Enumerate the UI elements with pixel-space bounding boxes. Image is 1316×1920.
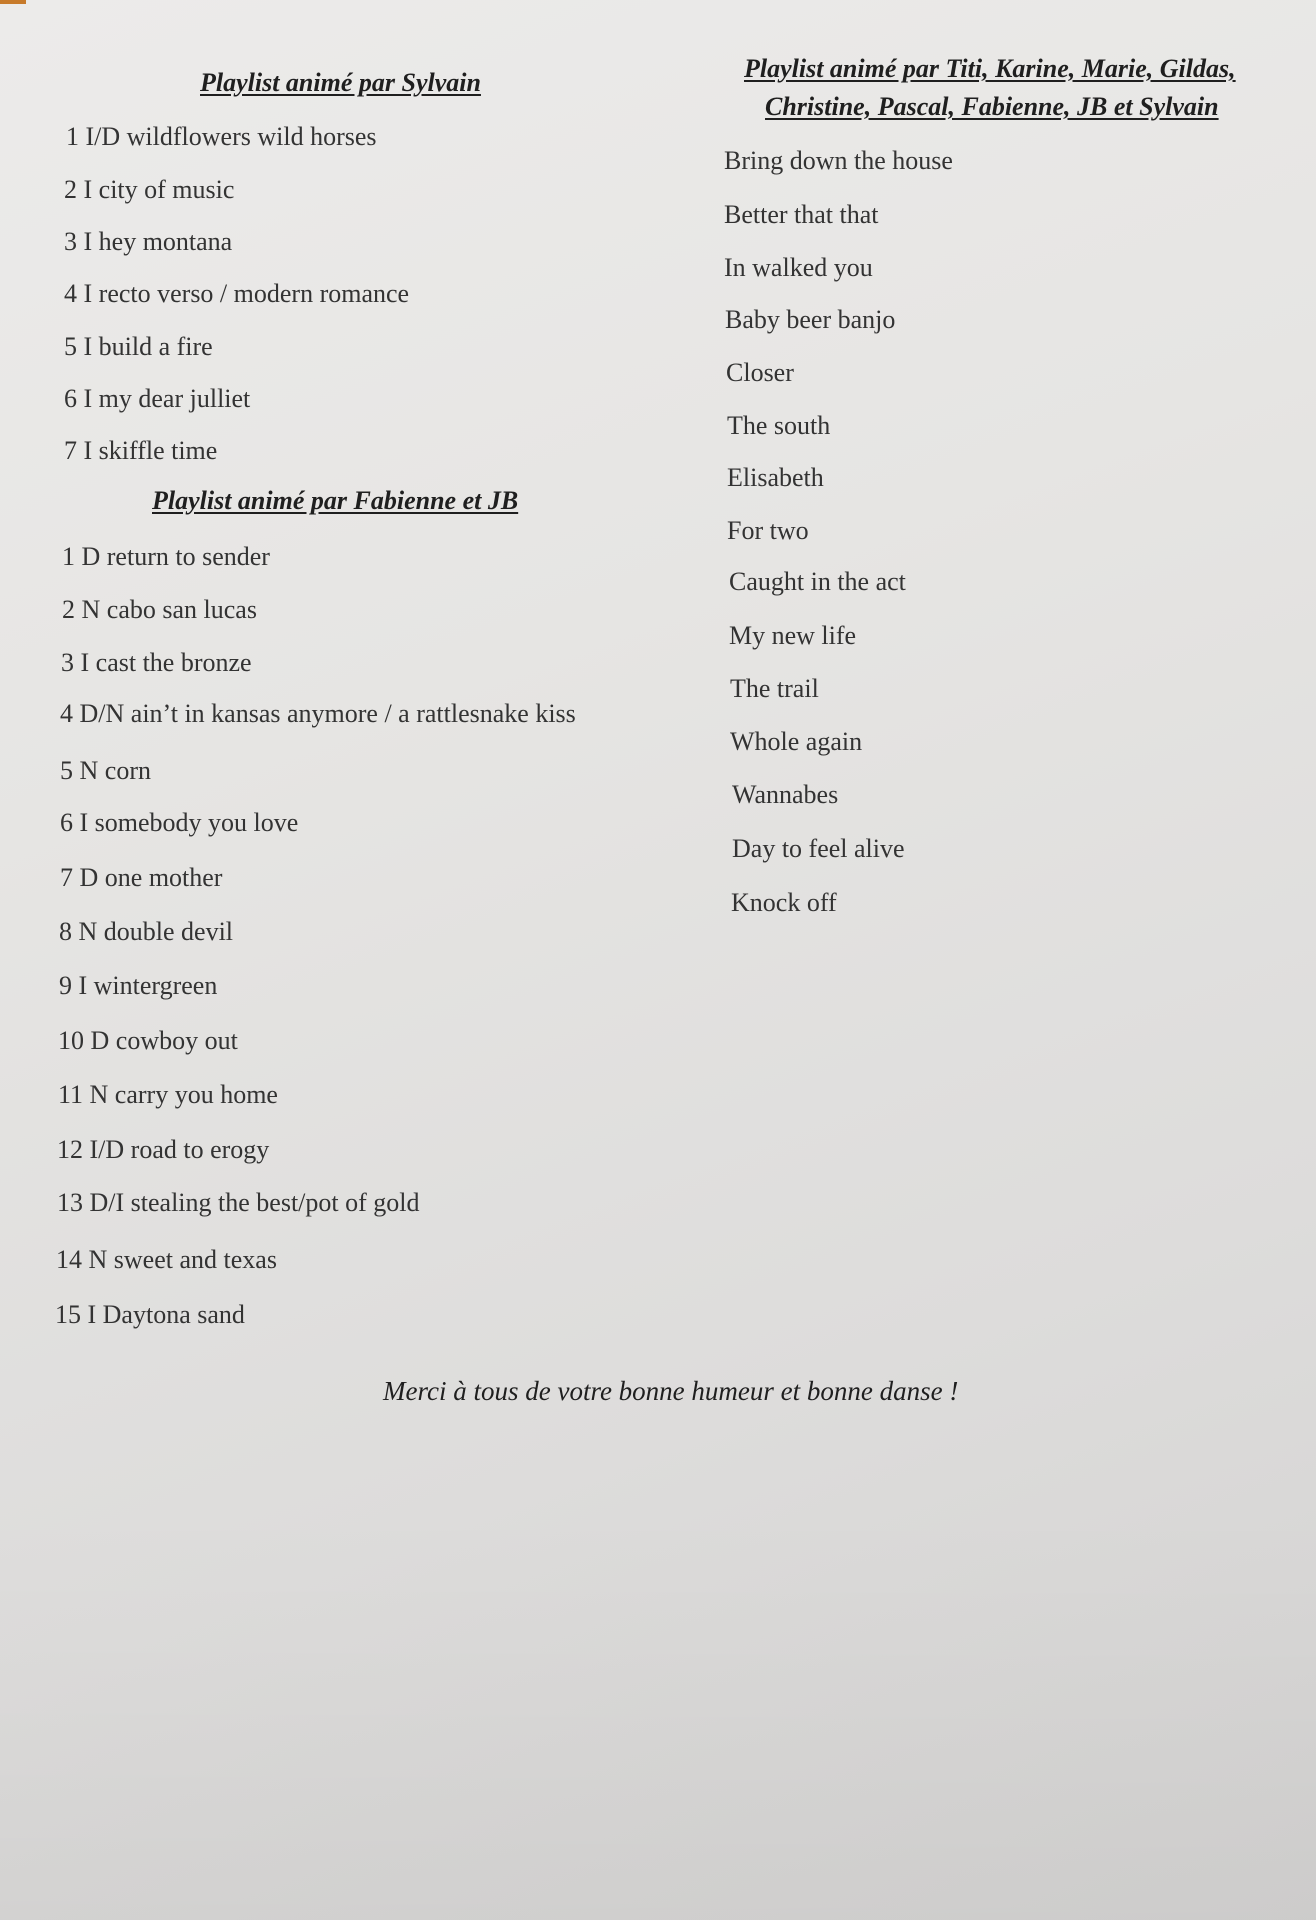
playlist-sylvain-title: Playlist animé par Sylvain — [200, 68, 481, 97]
list-item: 5 N corn — [60, 756, 151, 785]
list-item: Day to feel alive — [732, 834, 905, 863]
list-item: Baby beer banjo — [725, 305, 896, 334]
paper-shadow — [0, 1500, 1316, 1920]
list-item: 2 N cabo san lucas — [62, 595, 257, 624]
list-item: 1 I/D wildflowers wild horses — [66, 122, 377, 151]
list-item: Knock off — [731, 888, 837, 917]
list-item: 10 D cowboy out — [58, 1026, 238, 1055]
playlist-group-title-line2: Christine, Pascal, Fabienne, JB et Sylvain — [765, 92, 1219, 121]
list-item: Better that that — [724, 200, 879, 229]
list-item: 8 N double devil — [59, 917, 234, 946]
playlist-group-title-line1: Playlist animé par Titi, Karine, Marie, Gildas, — [744, 54, 1236, 83]
list-item: 14 N sweet and texas — [56, 1245, 277, 1274]
playlist-fabienne-jb-title: Playlist animé par Fabienne et JB — [152, 486, 519, 515]
list-item: Caught in the act — [729, 567, 906, 596]
list-item: Closer — [726, 358, 794, 387]
list-item: 11 N carry you home — [58, 1080, 278, 1109]
list-item: 12 I/D road to erogy — [57, 1135, 270, 1164]
list-item: 15 I Daytona sand — [55, 1300, 245, 1329]
list-item: 13 D/I stealing the best/pot of gold — [57, 1188, 420, 1217]
list-item: In walked you — [724, 253, 873, 282]
list-item: 6 I my dear julliet — [64, 384, 251, 413]
list-item: Elisabeth — [727, 463, 824, 492]
list-item: Bring down the house — [724, 146, 953, 175]
list-item: 1 D return to sender — [62, 542, 270, 571]
list-item: 2 I city of music — [64, 175, 235, 204]
list-item: Whole again — [730, 727, 863, 756]
list-item: For two — [727, 516, 809, 545]
list-item: The south — [727, 411, 831, 440]
list-item: My new life — [729, 621, 857, 650]
corner-mark — [0, 0, 26, 4]
list-item: 3 I cast the bronze — [61, 648, 252, 677]
list-item: Wannabes — [732, 780, 839, 809]
list-item: 4 I recto verso / modern romance — [64, 279, 410, 308]
list-item: 4 D/N ain’t in kansas anymore / a rattlesnake kiss — [60, 699, 576, 728]
list-item: 7 I skiffle time — [64, 436, 218, 465]
list-item: 5 I build a fire — [64, 332, 213, 361]
list-item: 3 I hey montana — [64, 227, 233, 256]
list-item: 7 D one mother — [60, 863, 223, 892]
closing-message: Merci à tous de votre bonne humeur et bonne danse ! — [383, 1376, 959, 1406]
list-item: 6 I somebody you love — [60, 808, 299, 837]
list-item: The trail — [730, 674, 819, 703]
list-item: 9 I wintergreen — [59, 971, 218, 1000]
